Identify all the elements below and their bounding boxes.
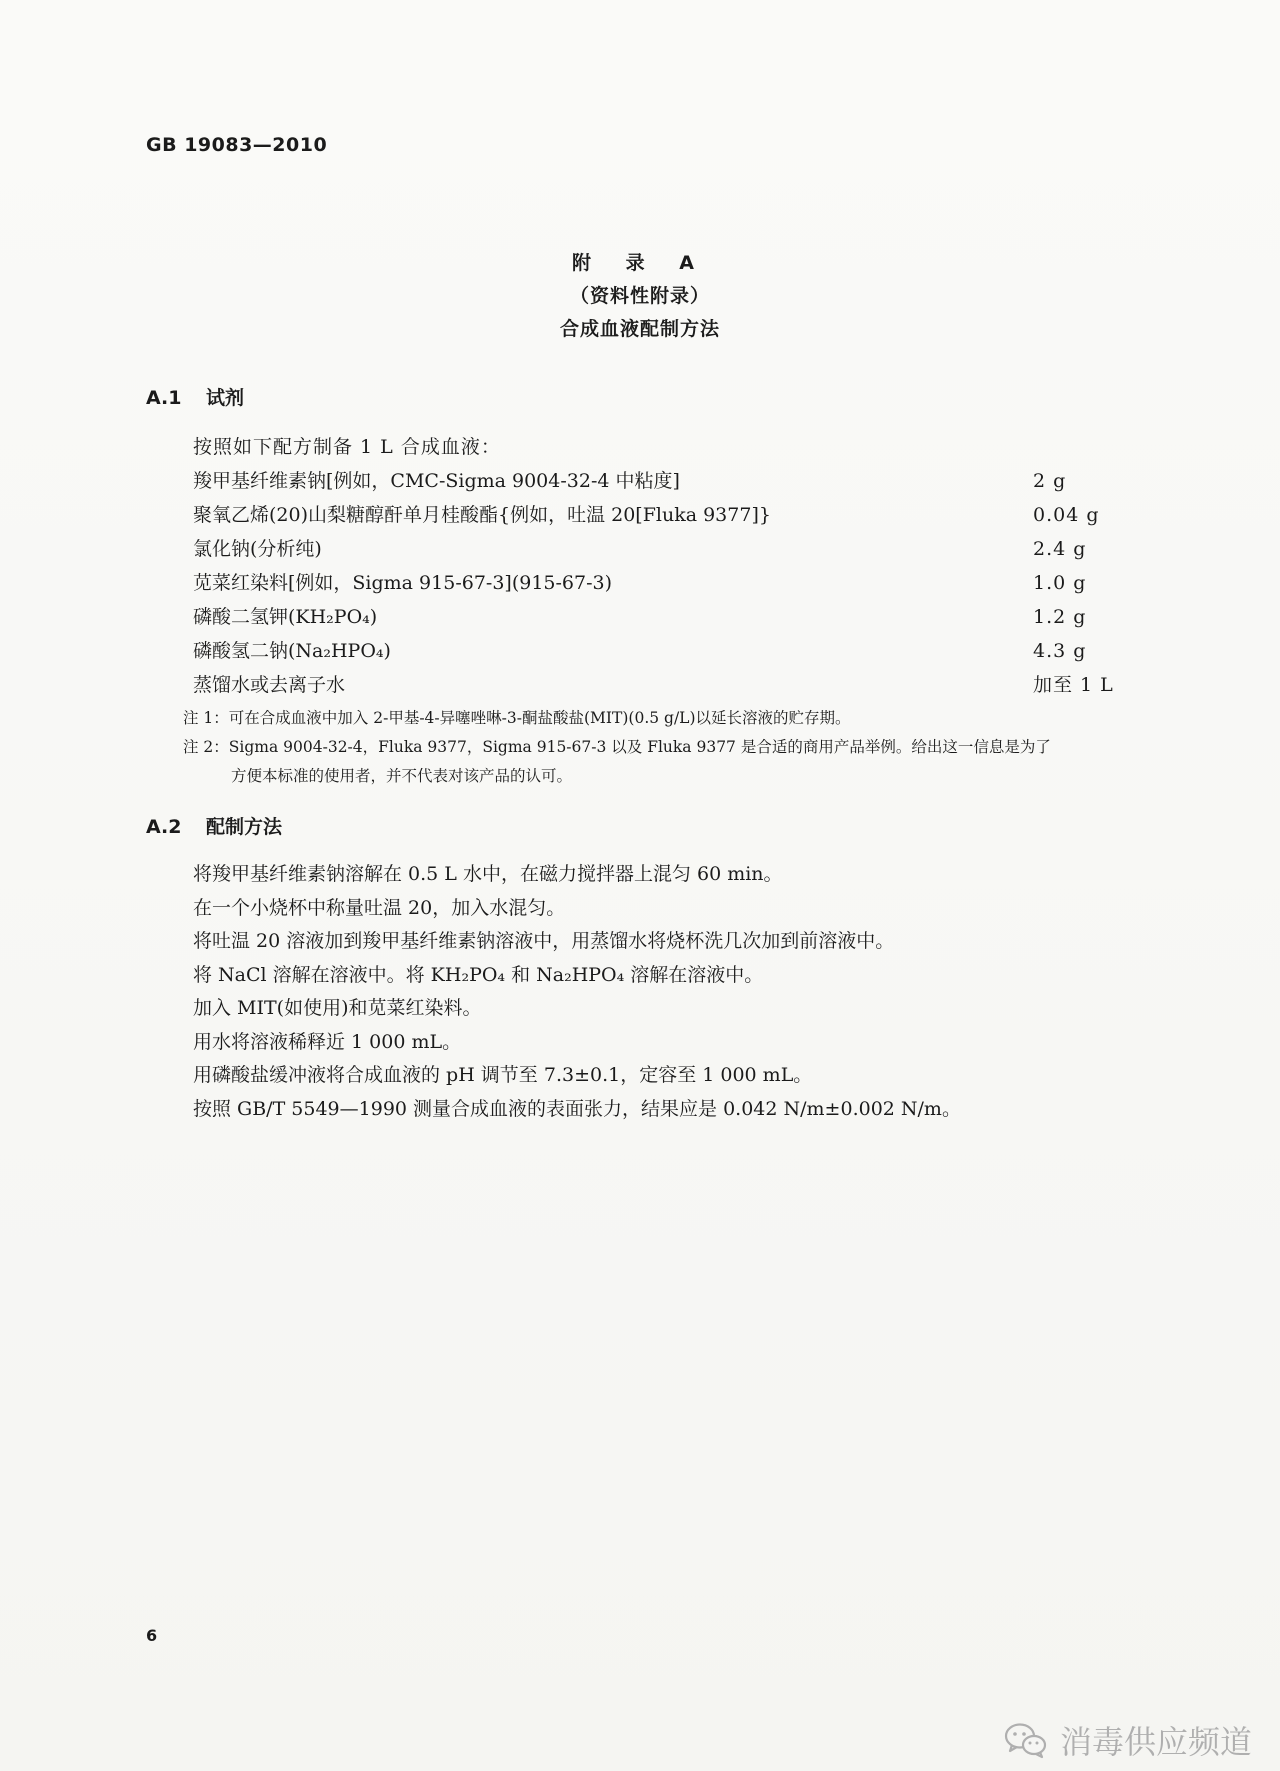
reagent-row — [193, 566, 1133, 600]
watermark — [1004, 1717, 1252, 1763]
method-steps — [193, 858, 1133, 1126]
reagent-name: 聚氧乙烯(20)山梨糖醇酐单月桂酸酯{例如，吐温 20[Fluka 9377]} — [193, 504, 771, 526]
notes — [183, 704, 1143, 791]
reagent-list — [193, 464, 1133, 702]
section-title: 配制方法 — [206, 816, 283, 838]
reagent-name: 苋菜红染料[例如，Sigma 915-67-3](915-67-3) — [193, 572, 613, 594]
method-step: 用磷酸盐缓冲液将合成血液的 pH 调节至 7.3±0.1，定容至 1 000 mL。 — [193, 1064, 813, 1086]
reagent-row — [193, 498, 1133, 532]
wechat-icon — [1004, 1721, 1048, 1759]
method-step: 将 NaCl 溶解在溶液中。将 KH₂PO₄ 和 Na₂HPO₄ 溶解在溶液中。 — [193, 963, 764, 986]
section-number: A.2 — [146, 816, 182, 838]
note-2-continuation: 方便本标准的使用者，并不代表对该产品的认可。 — [231, 767, 573, 785]
reagent-amount: 2 g — [1033, 470, 1067, 492]
reagent-name: 氯化钠(分析纯) — [193, 538, 322, 560]
section-title: 试剂 — [206, 387, 245, 409]
reagent-row — [193, 600, 1133, 634]
method-step: 将羧甲基纤维素钠溶解在 0.5 L 水中，在磁力搅拌器上混匀 60 min。 — [193, 863, 783, 885]
method-step: 将吐温 20 溶液加到羧甲基纤维素钠溶液中，用蒸馏水将烧杯洗几次加到前溶液中。 — [193, 930, 895, 952]
section-heading-reagents — [146, 383, 244, 410]
appendix-name: 合成血液配制方法 — [559, 318, 720, 340]
watermark-text: 消毒供应频道 — [1059, 1723, 1252, 1761]
method-step: 按照 GB/T 5549—1990 测量合成血液的表面张力，结果应是 0.042 N/m±0.002 N/m。 — [193, 1097, 961, 1120]
reagent-amount: 1.2 g — [1033, 606, 1087, 628]
note-1: 注 1：可在合成血液中加入 2-甲基-4-异噻唑啉-3-酮盐酸盐(MIT)(0.5 g/L)以延长溶液的贮存期。 — [183, 709, 851, 727]
reagent-row — [193, 668, 1133, 702]
reagents-intro: 按照如下配方制备 1 L 合成血液： — [193, 436, 501, 458]
reagent-amount: 1.0 g — [1033, 572, 1087, 594]
method-step: 在一个小烧杯中称量吐温 20，加入水混匀。 — [193, 896, 566, 919]
reagent-name: 羧甲基纤维素钠[例如，CMC-Sigma 9004-32-4 中粘度] — [193, 470, 680, 492]
appendix-title: 附 录 A — [572, 252, 708, 274]
standard-code: GB 19083—2010 — [146, 134, 328, 156]
reagent-amount: 加至 1 L — [1033, 674, 1114, 696]
reagent-amount: 2.4 g — [1033, 538, 1087, 560]
reagent-amount: 4.3 g — [1033, 640, 1087, 662]
reagent-row — [193, 634, 1133, 668]
reagent-row — [193, 532, 1133, 566]
method-step: 加入 MIT(如使用)和苋菜红染料。 — [193, 997, 482, 1019]
reagent-name: 蒸馏水或去离子水 — [193, 674, 346, 696]
reagent-name: 磷酸二氢钾(KH₂PO₄) — [193, 606, 378, 628]
section-number: A.1 — [146, 387, 182, 409]
reagent-amount: 0.04 g — [1033, 504, 1100, 526]
page-number: 6 — [146, 1626, 158, 1645]
method-step: 用水将溶液稀释近 1 000 mL。 — [193, 1030, 462, 1053]
appendix-type: （资料性附录） — [569, 285, 710, 307]
reagent-row — [193, 464, 1133, 498]
section-heading-method — [146, 812, 282, 839]
note-2: 注 2：Sigma 9004-32-4，Fluka 9377，Sigma 915-67-3 以及 Fluka 9377 是合适的商用产品举例。给出这一信息是为了 — [183, 738, 1051, 756]
reagent-name: 磷酸氢二钠(Na₂HPO₄) — [193, 640, 391, 662]
